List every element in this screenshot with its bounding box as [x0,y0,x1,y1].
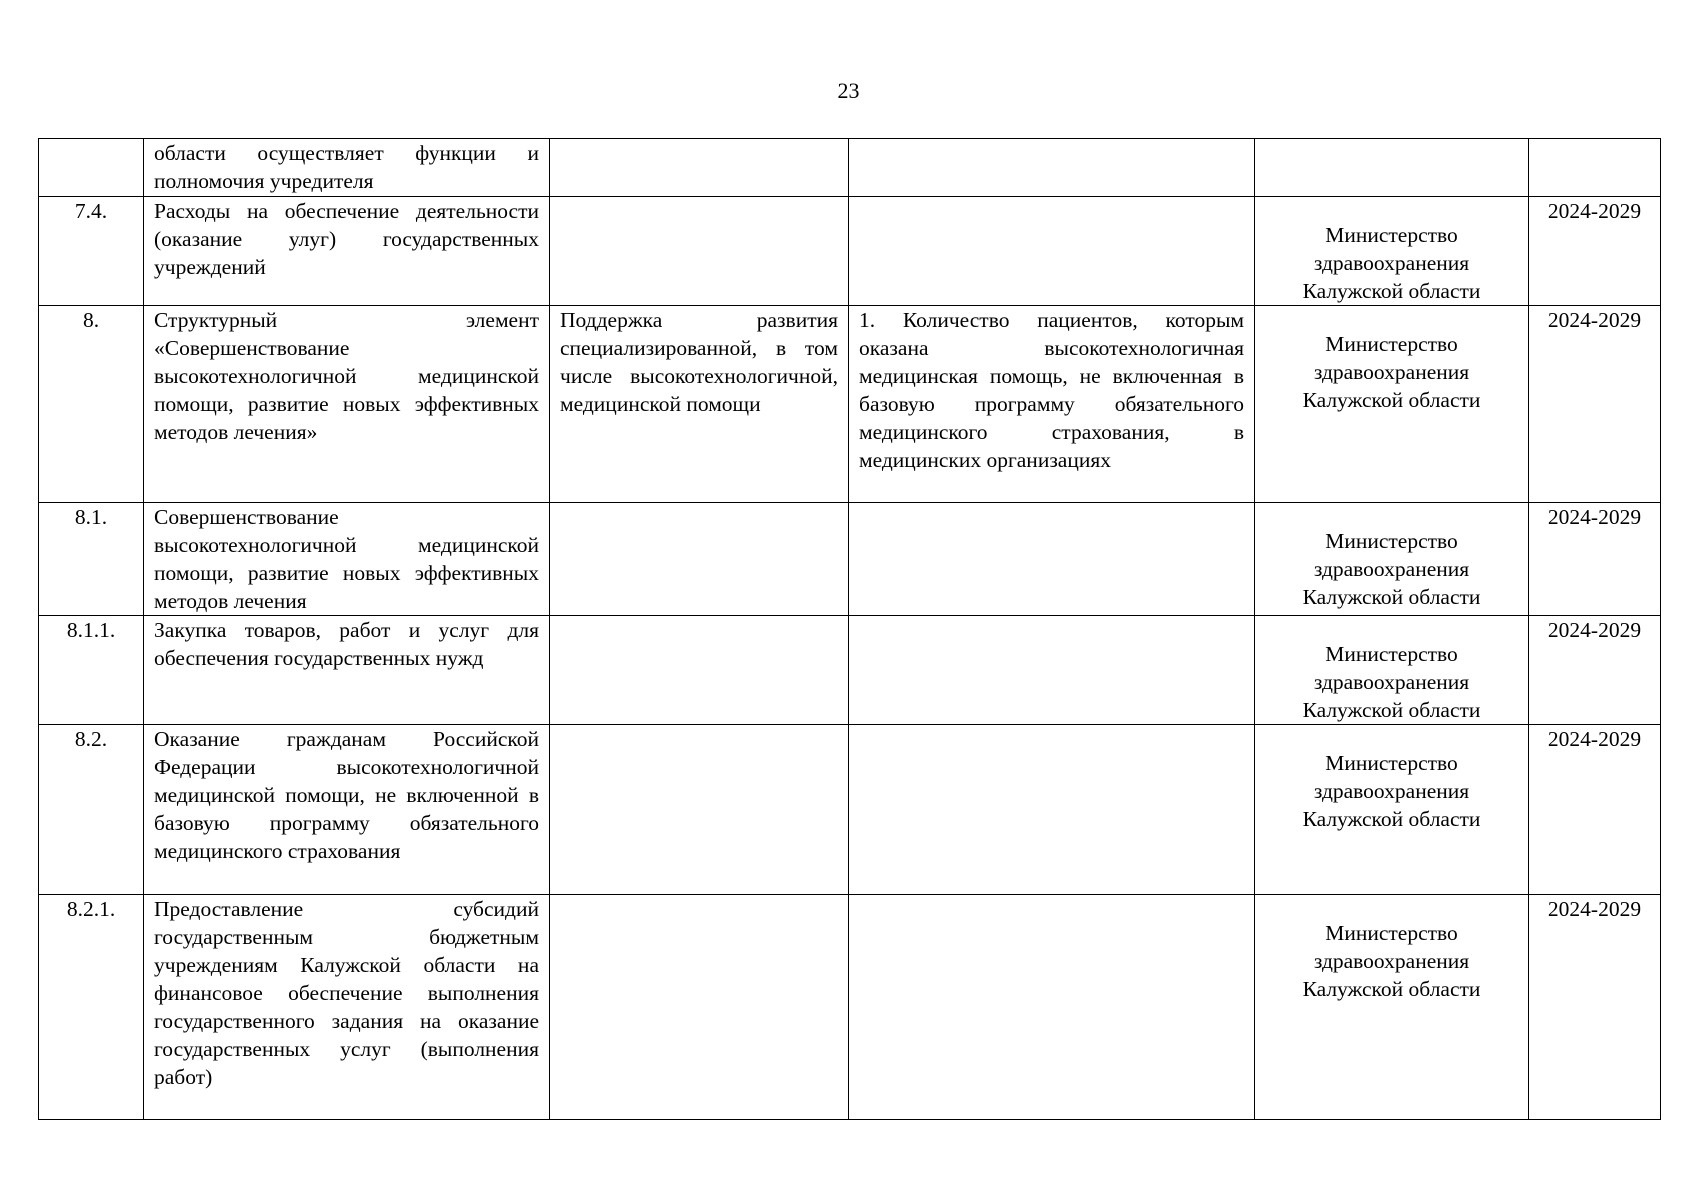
indicator-text [849,616,1255,725]
row-number: 7.4. [39,197,144,306]
implementation-period: 2024-2029 [1529,306,1661,503]
event-name: области осуществляет функции и полномочия учредителя [144,139,550,197]
implementation-period: 2024-2029 [1529,895,1661,1120]
task-text: Поддержка развития специализированной, в том числе высокотехнологичной, медицинской помощи [550,306,849,503]
indicator-text [849,503,1255,616]
indicator-text [849,197,1255,306]
responsible-executor [1255,306,1529,503]
table-row [39,503,1661,616]
row-number: 8.1.1. [39,616,144,725]
table-row [39,895,1661,1120]
indicator-text [849,895,1255,1120]
indicator-text [849,139,1255,197]
row-number: 8. [39,306,144,503]
implementation-period: 2024-2029 [1529,197,1661,306]
table-row [39,616,1661,725]
responsible-executor [1255,197,1529,306]
responsible-executor [1255,503,1529,616]
table-row [39,306,1661,503]
table-row [39,139,1661,197]
implementation-period: 2024-2029 [1529,503,1661,616]
responsible-text: Министерство здравоохранения Калужской области [1302,751,1481,831]
responsible-text: Министерство здравоохранения Калужской области [1302,921,1481,1001]
indicator-text [849,725,1255,895]
task-text [550,503,849,616]
event-name: Расходы на обеспечение деятельности (оказание улуг) государственных учреждений [144,197,550,306]
event-name: Оказание гражданам Российской Федерации высокотехнологичной медицинской помощи, не включенной в базовую программу обязательного медицинского страхования [144,725,550,895]
responsible-text: Министерство здравоохранения Калужской области [1302,529,1481,609]
event-name: Закупка товаров, работ и услуг для обеспечения государственных нужд [144,616,550,725]
row-number: 8.2. [39,725,144,895]
task-text [550,725,849,895]
task-text [550,895,849,1120]
responsible-text: Министерство здравоохранения Калужской области [1302,223,1481,303]
responsible-executor [1255,139,1529,197]
event-name: Предоставление субсидий государственным бюджетным учреждениям Калужской области на финансовое обеспечение выполнения государственного задания на оказание государственных услуг (выполнения работ) [144,895,550,1120]
implementation-period [1529,139,1661,197]
indicator-text: 1. Количество пациентов, которым оказана высокотехнологичная медицинская помощь, не включенная в базовую программу обязательного медицинского страхования, в медицинских организациях [849,306,1255,503]
row-number: 8.1. [39,503,144,616]
program-structure-table [38,138,1661,1120]
responsible-text: Министерство здравоохранения Калужской области [1302,332,1481,412]
responsible-executor [1255,895,1529,1120]
implementation-period: 2024-2029 [1529,616,1661,725]
event-name: Совершенствование высокотехнологичной медицинской помощи, развитие новых эффективных методов лечения [144,503,550,616]
implementation-period: 2024-2029 [1529,725,1661,895]
table-row [39,197,1661,306]
task-text [550,616,849,725]
responsible-text: Министерство здравоохранения Калужской области [1302,642,1481,722]
task-text [550,197,849,306]
row-number [39,139,144,197]
responsible-executor [1255,725,1529,895]
row-number: 8.2.1. [39,895,144,1120]
event-name: Структурный элемент «Совершенствование высокотехнологичной медицинской помощи, развитие новых эффективных методов лечения» [144,306,550,503]
table-row [39,725,1661,895]
task-text [550,139,849,197]
page-number: 23 [837,78,860,103]
responsible-executor [1255,616,1529,725]
